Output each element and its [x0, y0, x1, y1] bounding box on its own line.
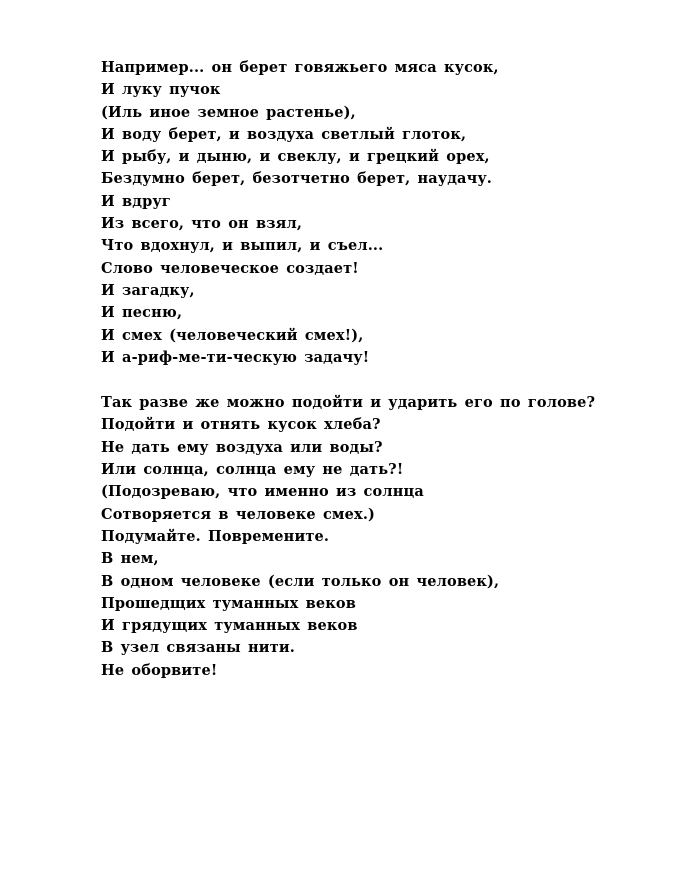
poem-line: И луку пучок	[101, 81, 221, 99]
poem-line: Например... он берет говяжьего мяса кусок,	[101, 59, 499, 76]
poem-line: Прошедщих туманных веков	[101, 594, 356, 612]
poem-line: И песню,	[101, 304, 183, 322]
poem-line: В нем,	[101, 550, 159, 568]
poem-line: В одном человеке (если только он человек),	[101, 572, 500, 590]
poem-line: Подумайте. Повремените.	[101, 527, 330, 545]
poem-line: Или солнца, солнца ему не дать?!	[101, 461, 404, 479]
poem-line: И рыбу, и дыню, и свеклу, и грецкий орех,	[101, 148, 490, 166]
poem	[101, 57, 671, 682]
poem-line: Так разве же можно подойти и ударить его по голове?	[101, 394, 596, 412]
poem-line: Сотворяется в человеке смех.)	[101, 505, 376, 523]
poem-line: Из всего, что он взял,	[101, 215, 303, 233]
poem-line: (Подозреваю, что именно из солнца	[101, 483, 424, 501]
poem-line: Бездумно берет, безотчетно берет, наудачу.	[101, 170, 492, 188]
poem-line: Подойти и отнять кусок хлеба?	[101, 416, 381, 434]
poem-line: И вдруг	[101, 192, 171, 210]
poem-line: Не оборвите!	[101, 661, 218, 679]
poem-line: Слово человеческое создает!	[101, 259, 359, 277]
stanza-1	[101, 57, 671, 369]
stanza-2	[101, 392, 671, 682]
poem-line: Не дать ему воздуха или воды?	[101, 438, 383, 456]
poem-line: И а-риф-ме-ти-ческую задачу!	[101, 348, 370, 366]
poem-line: И воду берет, и воздуха светлый глоток,	[101, 125, 467, 143]
poem-line: Что вдохнул, и выпил, и съел...	[101, 237, 384, 255]
poem-line: И смех (человеческий смех!),	[101, 326, 364, 344]
poem-line: В узел связаны нити.	[101, 639, 295, 657]
poem-line: (Иль иное земное растенье),	[101, 103, 356, 121]
poem-line: И грядущих туманных веков	[101, 617, 358, 635]
poem-line: И загадку,	[101, 281, 195, 299]
